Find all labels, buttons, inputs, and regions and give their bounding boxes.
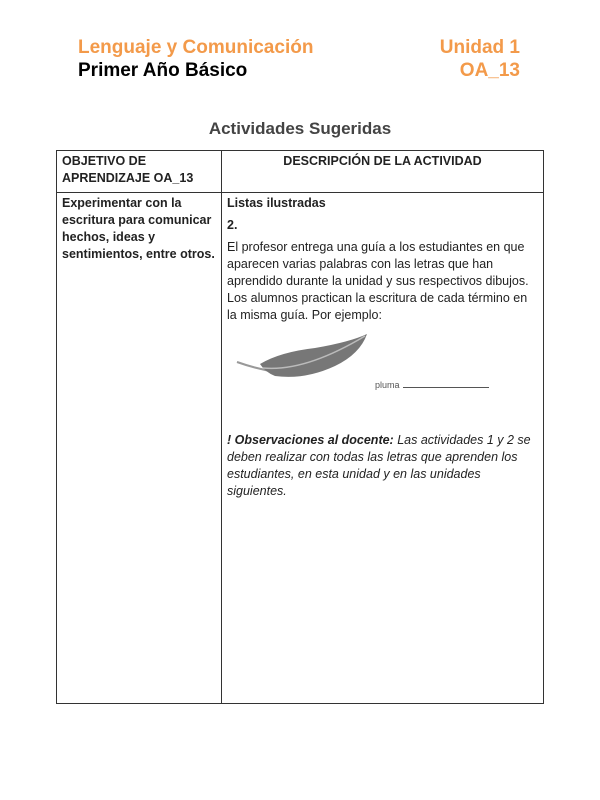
description-cell (222, 193, 544, 704)
example-word: pluma (375, 377, 489, 394)
subject-title: Lenguaje y Comunicación (78, 37, 314, 58)
col-objective-header: OBJETIVO DE APRENDIZAJE OA_13 (57, 151, 222, 193)
table-header-row (57, 151, 544, 193)
writing-line (403, 387, 489, 388)
unit-label: Unidad 1 (439, 37, 520, 58)
feather-illustration (235, 334, 538, 394)
obs-text: Las actividades 1 y 2 se deben realizar con todas las letras que aprenden los estudiantes, en esta unidad y en las unidades siguientes. (227, 433, 531, 498)
activity-title: Listas ilustradas (227, 196, 326, 210)
objective-cell: Experimentar con la escritura para comunicar hechos, ideas y sentimientos, entre otros. (57, 193, 222, 704)
activity-description: El profesor entrega una guía a los estudiantes en que aparecen varias palabras con las letras que han aprendido durante la unidad y sus respectivos dibujos. Los alumnos practican la escritura de cada término en la misma guía. Por ejemplo: (227, 240, 529, 322)
objective-code: OA_13 (459, 60, 520, 81)
obs-label: ! Observaciones al docente: (227, 433, 394, 447)
section-title: Actividades Sugeridas (208, 119, 392, 138)
table-row (57, 193, 544, 704)
activity-table (56, 150, 544, 704)
col-description-header: DESCRIPCIÓN DE LA ACTIVIDAD (222, 151, 544, 193)
activity-number: 2. (227, 218, 238, 232)
grade-title: Primer Año Básico (78, 60, 248, 81)
teacher-observations (227, 432, 538, 500)
feather-icon (235, 334, 375, 394)
